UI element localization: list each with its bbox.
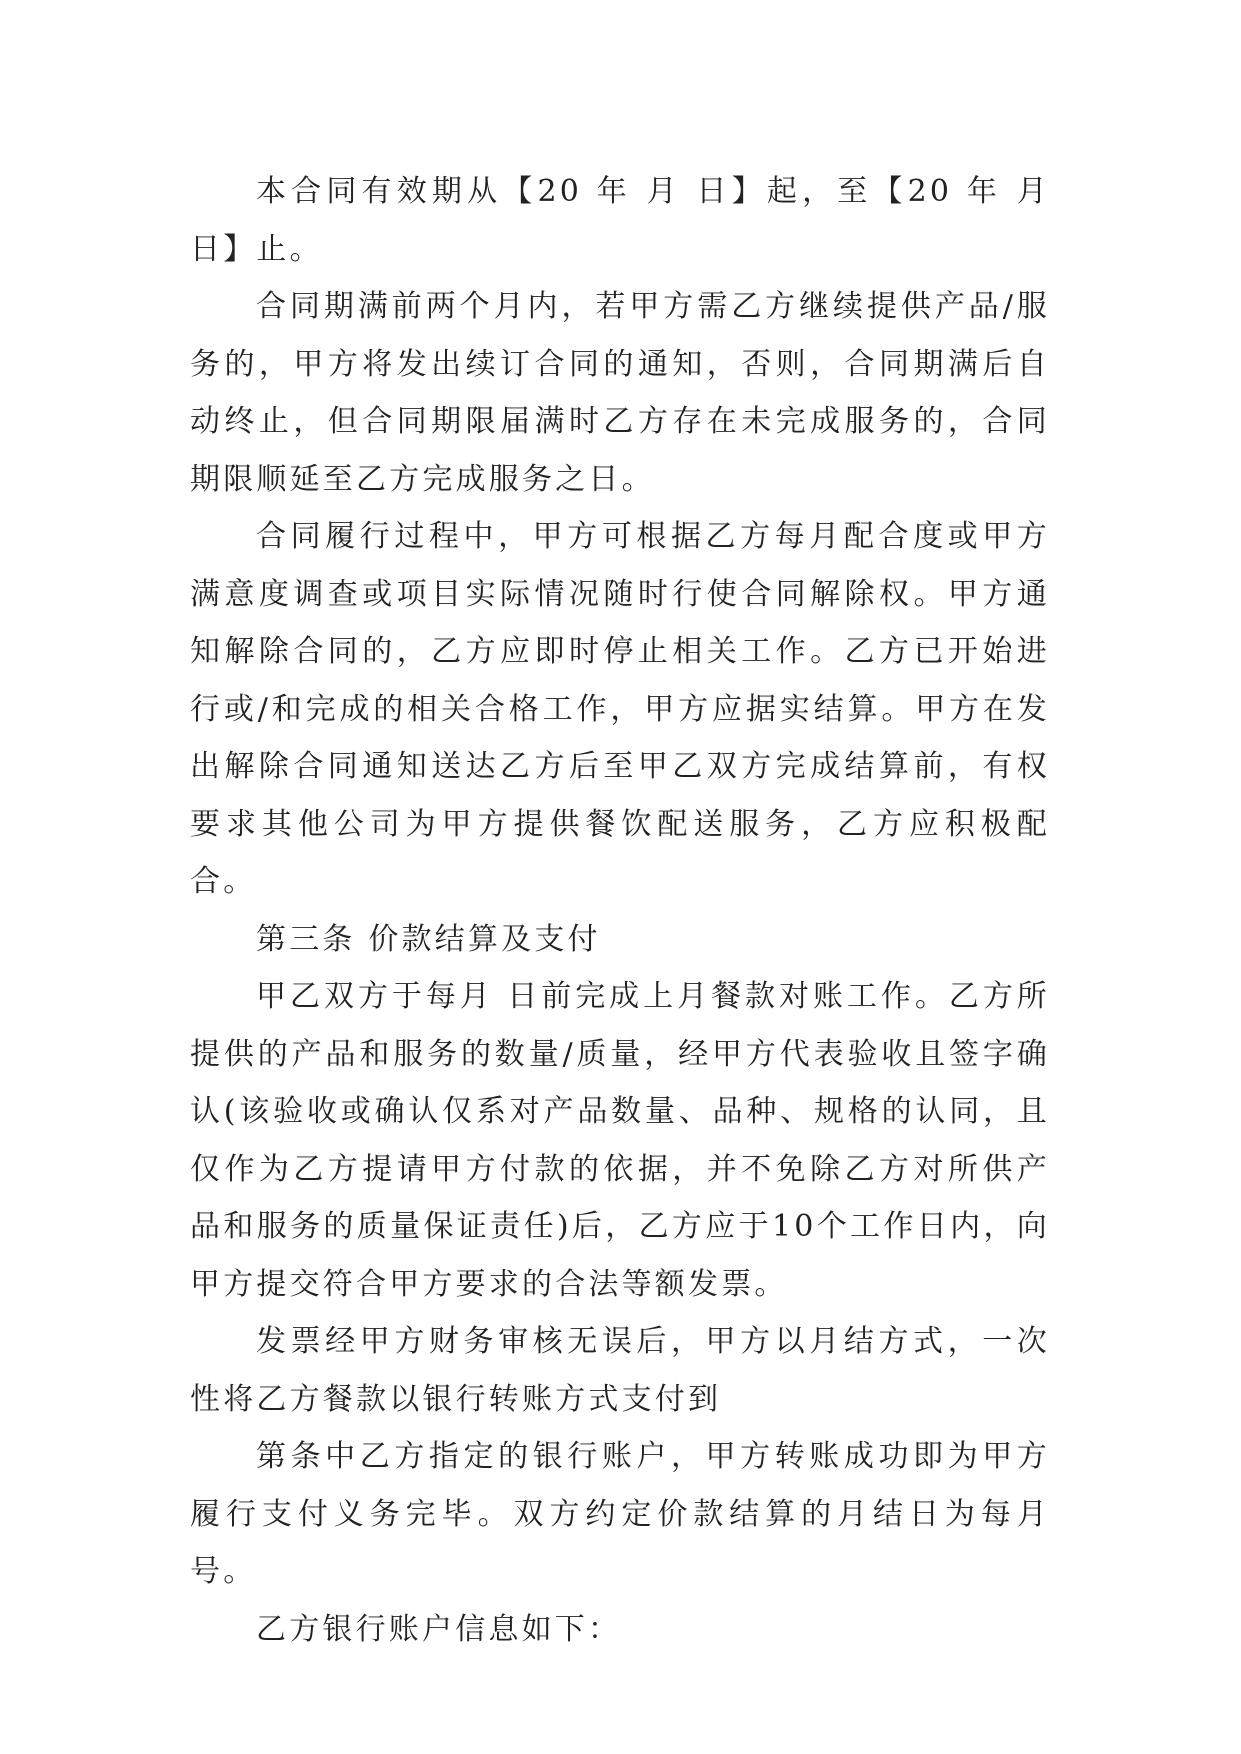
paragraph-invoice-payment: 发票经甲方财务审核无误后，甲方以月结方式，一次性将乙方餐款以银行转账方式支付到: [190, 1324, 1050, 1417]
paragraph-bank-info-intro: 乙方银行账户信息如下：: [256, 1611, 622, 1647]
paragraph-renewal: 合同期满前两个月内，若甲方需乙方继续提供产品/服务的，甲方将发出续订合同的通知，否则，合同期满后自动终止，但合同期限届满时乙方存在未完成服务的，合同期限顺延至乙方完成服务之日。: [190, 289, 1050, 497]
paragraph-bank-transfer: 第条中乙方指定的银行账户，甲方转账成功即为甲方履行支付义务完毕。双方约定价款结算的月结日为每月号。: [190, 1439, 1050, 1589]
paragraph-reconciliation: 甲乙双方于每月 日前完成上月餐款对账工作。乙方所提供的产品和服务的数量/质量，经甲方代表验收且签字确认(该验收或确认仅系对产品数量、品种、规格的认同，且仅作为乙方提请甲方付款的依据，并不免除乙方对所供产品和服务的质量保证责任)后，乙方应于10个工作日内，向甲方提交符合甲方要求的合法等额发票。: [190, 979, 1050, 1302]
document-body: [190, 163, 1063, 1658]
paragraph-contract-validity: 本合同有效期从【20 年 月 日】起，至【20 年 月 日】止。: [190, 174, 1063, 267]
paragraph-termination: 合同履行过程中，甲方可根据乙方每月配合度或甲方满意度调查或项目实际情况随时行使合同解除权。甲方通知解除合同的，乙方应即时停止相关工作。乙方已开始进行或/和完成的相关合格工作，甲方应据实结算。甲方在发出解除合同通知送达乙方后至甲乙双方完成结算前，有权要求其他公司为甲方提供餐饮配送服务，乙方应积极配合。: [190, 519, 1050, 899]
section-heading-article-3: 第三条 价款结算及支付: [256, 921, 601, 957]
